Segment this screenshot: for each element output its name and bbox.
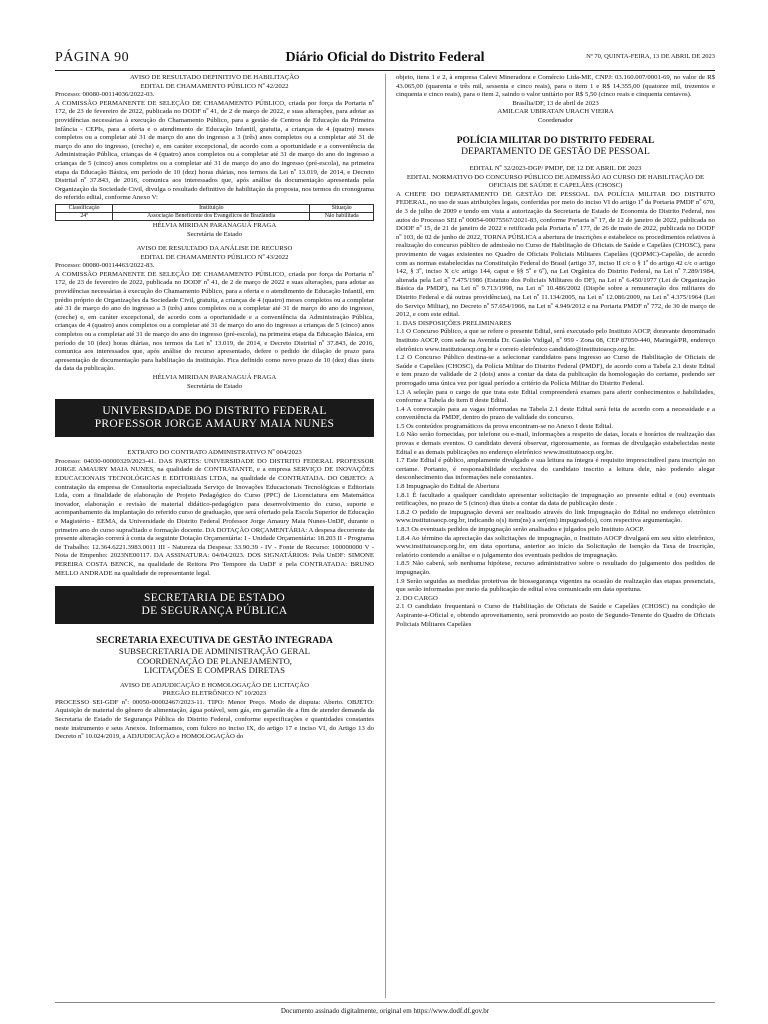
issue-date: Nº 70, QUINTA-FEIRA, 13 DE ABRIL DE 2023: [586, 53, 715, 60]
journal-title: Diário Oficial do Distrito Federal: [285, 50, 485, 65]
item-1-6: 1.6 Não serão fornecidas, por telefone ou e-mail, informações a respeito de datas, locais e horários de realização das provas e demais eventos. O candidato deverá observar, rigorosamente, as formas de divulgação estabelecidas neste Edital e as demais publicações no endereço eletrônico www.institutoaocp.org.br.: [396, 431, 715, 456]
aviso1-body: A COMISSÃO PERMANENTE DE SELEÇÃO DE CHAMAMENTO PÚBLICO, criada por força da Portaria nº 172, de 23 de fevereiro de 2022, publicada no DODF nº 41, de 2 de março de 2022, e suas alterações, para adotar as providências necessárias à execução do Chamamento Público, para a gestão de Centros de Educação da Primeira Infância - CEPIs, para a oferta e o atendimento de Educação Infantil, gratuita, a crianças de 4 (quatro) meses completos ou a completar até 31 de março do ano do ingresso a 3 (três) anos completos ou a completar até 31 de março do ano do ingresso, (creche) e, em caráter excepcional, de acordo com a oportunidade e a conveniência da Administração Pública, crianças de 4 (quatro) anos completos ou a completar até 31 de março do ano do ingresso a crianças de 5 (cinco) anos completos ou a completar até 31 de março do ano do ingresso (pré-escola), na primeira etapa da Educação Básica, em período de 10 (dez) horas diárias, nos termos da Lei nº 13.019, de 2014, e Decreto Distrital nº 37.843, de 2016, comunica aos interessados que, após análise da documentação apresentada pela Organização da Sociedade Civil, divulga o resultado definitivo de habilitação da proposta, nos termos do cronograma do referido edital, conforme Anexo V:: [55, 99, 374, 202]
aviso2-signer-role: Secretária de Estado: [186, 382, 243, 390]
item-1-8-4: 1.8.4 Ao término da apreciação das solicitações de impugnação, o Instituto AOCP divulgará em seu sítio eletrônico, www.institutoaocp.org.br, em data oportuna, anterior ao início da Solicitação de Isenção da Taxa de Inscrição, relatório contendo a análise e o julgamento dos eventuais pedidos de impugnação.: [396, 534, 715, 559]
item-1-4: 1.4 A convocação para as vagas informadas na Tabela 2.1 deste Edital será feita de acordo com a necessidade e a conveniência da PMDF, dentro do prazo de validade do concurso.: [396, 405, 715, 422]
table-header-row: [56, 204, 374, 212]
ssp-continuation: objeto, itens 1 e 2, à empresa Calevi Mineradora e Comércio Ltda-ME, CNPJ: 03.160.007/0001-69, no valor de R$ 43.065,00 (quarenta e três mil, sessenta e cinco reais), para o item 1 e R$ 14.355,00 (quatorze mil, trezentos e cinquenta e cinco reais), para o item 2, saindo o valor unitário por R$ 5,50 (cinco reais e cinquenta centavos).: [396, 74, 715, 99]
coordinator-role: Coordenador: [537, 116, 574, 124]
org-executive-secretariat: SECRETARIA EXECUTIVA DE GESTÃO INTEGRADA: [96, 636, 333, 647]
org-coordination-2: LICITAÇÕES E COMPRAS DIRETAS: [143, 665, 286, 676]
section-band-ssp: [55, 586, 374, 624]
item-1-8: 1.8 Impugnação do Edital de Abertura: [396, 483, 500, 491]
band-line: UNIVERSIDADE DO DISTRITO FEDERAL: [102, 405, 327, 418]
aviso2-body: A COMISSÃO PERMANENTE DE SELEÇÃO DE CHAMAMENTO PÚBLICO, criada por força da Portaria nº 172, de 23 de fevereiro de 2022, publicada no DODF nº 41, de 2 de março de 2022 e suas alterações, para adotar as providências necessárias à execução do Chamamento Público, para a oferta e o atendimento de Educação Infantil, em prédio próprio de Organizações da Sociedade Civil, gratuita, a crianças de 4 (quatro) meses completos ou a completar até 31 de março do ano do ingresso a 3 (três) anos completos ou a completar até 31 de março do ano do ingresso, (creche) e, em caráter excepcional, de acordo com a oportunidade e a conveniência da Administração Pública, crianças de 4 (quatro) anos completos ou a completar até 31 de março do ano do ingresso a crianças de 5 (cinco) anos completos ou a completar até 31 de março do ano do ingresso (pré-escola), na primeira etapa da Educação Básica, em período de 10 (dez) horas diárias, nos termos da Lei nº 13.019, de 2014, e Decreto Distrital nº 37.843, de 2016, comunica aos interessados que, após análise do recurso apresentado, defere o pedido de dilação de prazo para apresentação de documentação para habilitação da instituição. Fica definido como novo prazo de 10 (dez) dias úteis da data da publicação.: [55, 270, 374, 373]
section-1-title: 1. DAS DISPOSIÇÕES PRELIMINARES: [396, 319, 512, 327]
table-row: [56, 212, 374, 220]
place-date: Brasília/DF, 13 de abril de 2023: [512, 99, 599, 107]
section-band-udf: [55, 399, 374, 437]
aviso2-process: Processo: 00080-00114463/2022-83.: [55, 262, 155, 270]
extrato-body: Processo: 04030-00000329/2023-41. DAS PARTES: UNIVERSIDADE DO DISTRITO FEDERAL PROFESSOR JORGE AMAURY MAIA NUNES, na qualidade de CONTRATANTE, e a empresa SERVIÇO DE INOVAÇÕES EDUCACIONAIS TECNOLÓGICAS E EDITORIAIS LTDA, na qualidade de CONTRATADA. DO OBJETO: A contratação da empresa de Consultoria especializada Serviço de Inovações Educacionais Tecnológicas e Editoriais Ltda, com a finalidade de elaboração de Projeto Pedagógico do Curso (PPC) de Licenciatura em Matemática inovador, elaboração e revisão de material didático-pedagógico para desenvolvimento do curso, suporte e acompanhamento da implantação do referido curso de graduação, que será ofertado pela Escola Superior de Educação e Magistério - EEMA, da Universidade do Distrito Federal Professor Jorge Amaury Maia Nunes-UnDF, durante o primeiro ano do curso suprac̃itado e formação docente. DA DOTAÇÃO ORÇAMENTÁRIA: A despesa decorrente da presente alteração correrá à conta da seguinte Dotação Orçamentária: I - Unidade Orçamentária: 18.203 II - Programa de Trabalho: 12.364.6221.3983.0011 III - Natureza da Despesa: 33.90.39 - IV - Fonte de Recurso: 100000000 V - Nota de Empenho: 2023NE00117. DA ASSINATURA: 04/04/2023. DOS SIGNATÁRIOS: Pela UnDF: SIMONE PEREIRA COSTA BENCK, na qualidade de Reitora Pro Tempore da UnDF e pela CONTRATADA: BRUNO MELLO ANDRADE na qualidade de representante legal.: [55, 457, 374, 577]
item-2-1: 2.1 O candidato frequentará o Curso de Habilitação de Oficiais de Saúde e Capelães (CHOSC) na condição de Aspirante-a-Oficial e, obtendo aproveitamento, será promovido ao posto de Segundo-Tenente do Quadro de Oficiais Policiais Militares Capelães: [396, 603, 715, 628]
aviso1-signer-role: Secretária de Estado: [186, 230, 243, 238]
item-1-5: 1.5 Os conteúdos programáticos da prova encontram-se no Anexo I deste Edital.: [396, 422, 613, 430]
table-cell: Não habilitada: [310, 212, 374, 220]
right-column: [396, 74, 715, 629]
section-2-title: 2. DO CARGO: [396, 594, 438, 602]
page-number: PÁGINA 90: [55, 50, 130, 65]
org-subsecretariat: SUBSECRETARIA DE ADMINISTRAÇÃO GERAL: [118, 646, 311, 657]
item-1-9: 1.9 Serão seguidas as medidas protetivas de biossegurança vigentes na ocasião de realização das etapas presenciais, que serão informadas por meio da publicação de edital e/ou comunicado em data oportuna.: [396, 577, 715, 594]
aviso1-signer: HÉLVIA MIRIDAN PARANAGUÁ FRAGA: [152, 221, 277, 229]
extrato-title: EXTRATO DO CONTRATO ADMINISTRATIVO Nº 004/2023: [127, 449, 302, 457]
item-1-7: 1.7 Este Edital é público, amplamente divulgado e sua leitura na íntegra é requisito imprescindível para inscrição no certame. Portanto, é responsabilidade exclusiva do candidato inscrito a leitura dele, não podendo alegar desconhecimento das informações nele constantes.: [396, 457, 715, 482]
edital-intro: A CHEFE DO DEPARTAMENTO DE GESTÃO DE PESSOAL DA POLÍCIA MILITAR DO DISTRITO FEDERAL, no uso de suas atribuições legais, conferidas por meio do inciso VI do artigo 1º da Portaria PMDF nº 670, de 3 de julho de 2009 e tendo em vista a autorização da Secretaria de Estado de Economia do Distrito Federal, nos autos do Processo SEI nº 00054-00075567/2021-83, conforme Portaria nº 17, de 12 de janeiro de 2022, publicada no DODF nº 15, de 21 de janeiro de 2022 e retificada pela Portaria nº 177, de 26 de maio de 2022, publicada no DODF nº 103, de 02 de junho de 2022, TORNA PÚBLICA a abertura de inscrições e estabelece os procedimentos relativos à realização do concurso público de admissão no Curso de Habilitação de Oficiais de Saúde e Capelães (CHOSC), para provimento de vagas existentes no Quadro de Oficiais Policiais Militares Capelães (QOPMC)-Capelão, de acordo com as normas estabelecidas na Constituição Federal do Brasil (artigo 37, inciso II c/c o § 1º do artigo 42 c/c o artigo 142, § 3º, inciso X c/c artigo 144, caput e §§ 5º e 6º), na Lei Orgânica do Distrito Federal, na Lei nº 7.289/1984, alterada pela Lei nº 7.475/1986 (Estatuto dos Policiais Militares do DF), na Lei nº 6.450/1977 (Lei de Organização Básica da PMDF), na Lei nº 9.713/1998, na Lei nº 10.486/2002 (Dispõe sobre a remuneração dos militares do Distrito Federal e dá outras providências), na Lei nº 11.134/2005, na Lei nº 12.086/2009, na Lei nº 4.375/1964 (Lei do Serviço Militar), no Decreto nº 57.654/1966, na Lei nº 4.949/2012 e na Portaria PMDF nº 772, de 30 de março de 2012, e com este edital.: [396, 190, 715, 319]
pm-title: POLÍCIA MILITAR DO DISTRITO FEDERAL: [456, 135, 655, 146]
gazette-page: [55, 0, 715, 1024]
table-header-cell: Situação: [310, 204, 374, 212]
table-header-cell: Classificação: [56, 204, 113, 212]
item-1-8-1: 1.8.1 É facultado a qualquer candidato apresentar solicitação de impugnação ao presente edital e (ou) eventuais retificações, no prazo de 5 (cinco) dias úteis a contar da data de publicação deste .: [396, 491, 715, 508]
org-coordination: COORDENAÇÃO DE PLANEJAMENTO,: [136, 655, 292, 666]
aviso2-title: AVISO DE RESULTADO DA ANÁLISE DE RECURSO: [136, 245, 293, 253]
habilitation-table: [55, 204, 374, 221]
item-1-3: 1.3 A seleção para o cargo de que trata este Edital compreenderá exames para aferir conhecimentos e habilidades, conforme a Tabela do item 8 deste Edital.: [396, 388, 715, 405]
band-line: DE SEGURANÇA PÚBLICA: [141, 605, 288, 618]
left-column: [55, 74, 374, 742]
aviso1-subtitle: EDITAL DE CHAMAMENTO PÚBLICO Nº 42/2022: [140, 82, 289, 90]
pm-department: DEPARTAMENTO DE GESTÃO DE PESSOAL: [461, 146, 650, 157]
table-cell: 24º: [56, 212, 113, 220]
item-1-1: 1.1 O Concurso Público, a que se refere o presente Edital, será executado pelo Instituto AOCP, doravante denominado Instituto AOCP, com sede na Avenida Dr. Gastão Vidigal, nº 959 - Zona 08, CEP 87050-440, Maringá/PR, endereço eletrônico www.institutoaocp.org.br e correio eletrônico candidato@institutoaocp.org.br.: [396, 328, 715, 353]
page-footer: Documento assinado digitalmente, original em https://www.dodf.df.gov.br: [55, 1002, 715, 1015]
aviso1-process: Processo: 00080-00114036/2022-03.: [55, 91, 155, 99]
coordinator-signer: AMILCAR UBIRATAN URACH VIEIRA: [497, 108, 614, 116]
item-1-2: 1.2 O Concurso Público destina-se a selecionar candidatos para ingresso ao Curso de Habilitação de Oficiais de Saúde e Capelães (CHOSC), da Polícia Militar do Distrito Federal (PMDF), de acordo com a Tabela 2.1 deste Edital e tem prazo de validade de 2 (dois) anos a contar da data da publicação da homologação do certame, podendo ser prorrogado uma única vez por igual período a critério da Polícia Militar do Distrito Federal.: [396, 354, 715, 387]
aviso2-signer: HÉLVIA MIRIDAN PARANAGUÁ FRAGA: [152, 374, 277, 381]
item-1-8-5: 1.8.5 Não caberá, sob nenhuma hipótese, recurso administrativo sobre o resultado do julgamento dos pedidos de impugnação.: [396, 560, 715, 576]
column-divider: [385, 74, 386, 998]
item-1-8-3: 1.8.3 Os eventuais pedidos de impugnação serão analisados e julgados pelo Instituto AOCP.: [396, 526, 645, 533]
item-1-8-2: 1.8.2 O pedido de impugnação deverá ser realizado através do link Impugnação do Edital no endereço eletrônico www.institutoaocp.org.br, indicando o(s) item(ns) a ser(em) impugnado(s), com respectiva argumentação.: [396, 508, 715, 525]
ssp-aviso-subtitle: PREGÃO ELETRÔNICO Nº 10/2023: [162, 690, 267, 698]
aviso1-title: AVISO DE RESULTADO DEFINITIVO DE HABILITAÇÃO: [130, 74, 299, 81]
ssp-aviso-title: AVISO DE ADJUDICAÇÃO E HOMOLOGAÇÃO DE LICITAÇÃO: [119, 681, 310, 689]
page-header: [55, 48, 715, 71]
band-line: SECRETARIA DE ESTADO: [144, 592, 285, 605]
aviso2-subtitle: EDITAL DE CHAMAMENTO PÚBLICO Nº 43/2022: [140, 253, 289, 261]
table-cell: Associação Beneficente dos Evangélicos de Brazlândia: [113, 212, 310, 220]
edital-title: EDITAL Nº 32/2023-DGP/ PMDF, DE 12 DE ABRIL DE 2023: [469, 165, 642, 173]
band-line: PROFESSOR JORGE AMAURY MAIA NUNES: [94, 418, 335, 431]
ssp-aviso-body: PROCESSO SEI-GDF nº: 00050-00002467/2023-11. TIPO: Menor Preço. Modo de disputa: Aberto. OBJETO: Aquisição de material do gênero de alimentação, água potável, sem gás, em garrafão de a fim de atender demanda da Secretaria de Estado de Segurança Pública do Distrito Federal, conforme especificações e quantidades constantes neste instrumento e seus Anexos. Informamos, com fulcro no inciso IX, do artigo 17 e inciso VI, do Artigo 13 do Decreto nº 10.024/2019, a ADJUDICAÇÃO e HOMOLOGAÇÃO do: [55, 698, 374, 741]
table-header-cell: Instituição: [113, 204, 310, 212]
edital-subtitle: EDITAL NORMATIVO DO CONCURSO PÚBLICO DE ADMISSÃO AO CURSO DE HABILITAÇÃO DE OFICIAIS DE SAÚDE E CAPELÃES (CHOSC): [406, 173, 705, 190]
